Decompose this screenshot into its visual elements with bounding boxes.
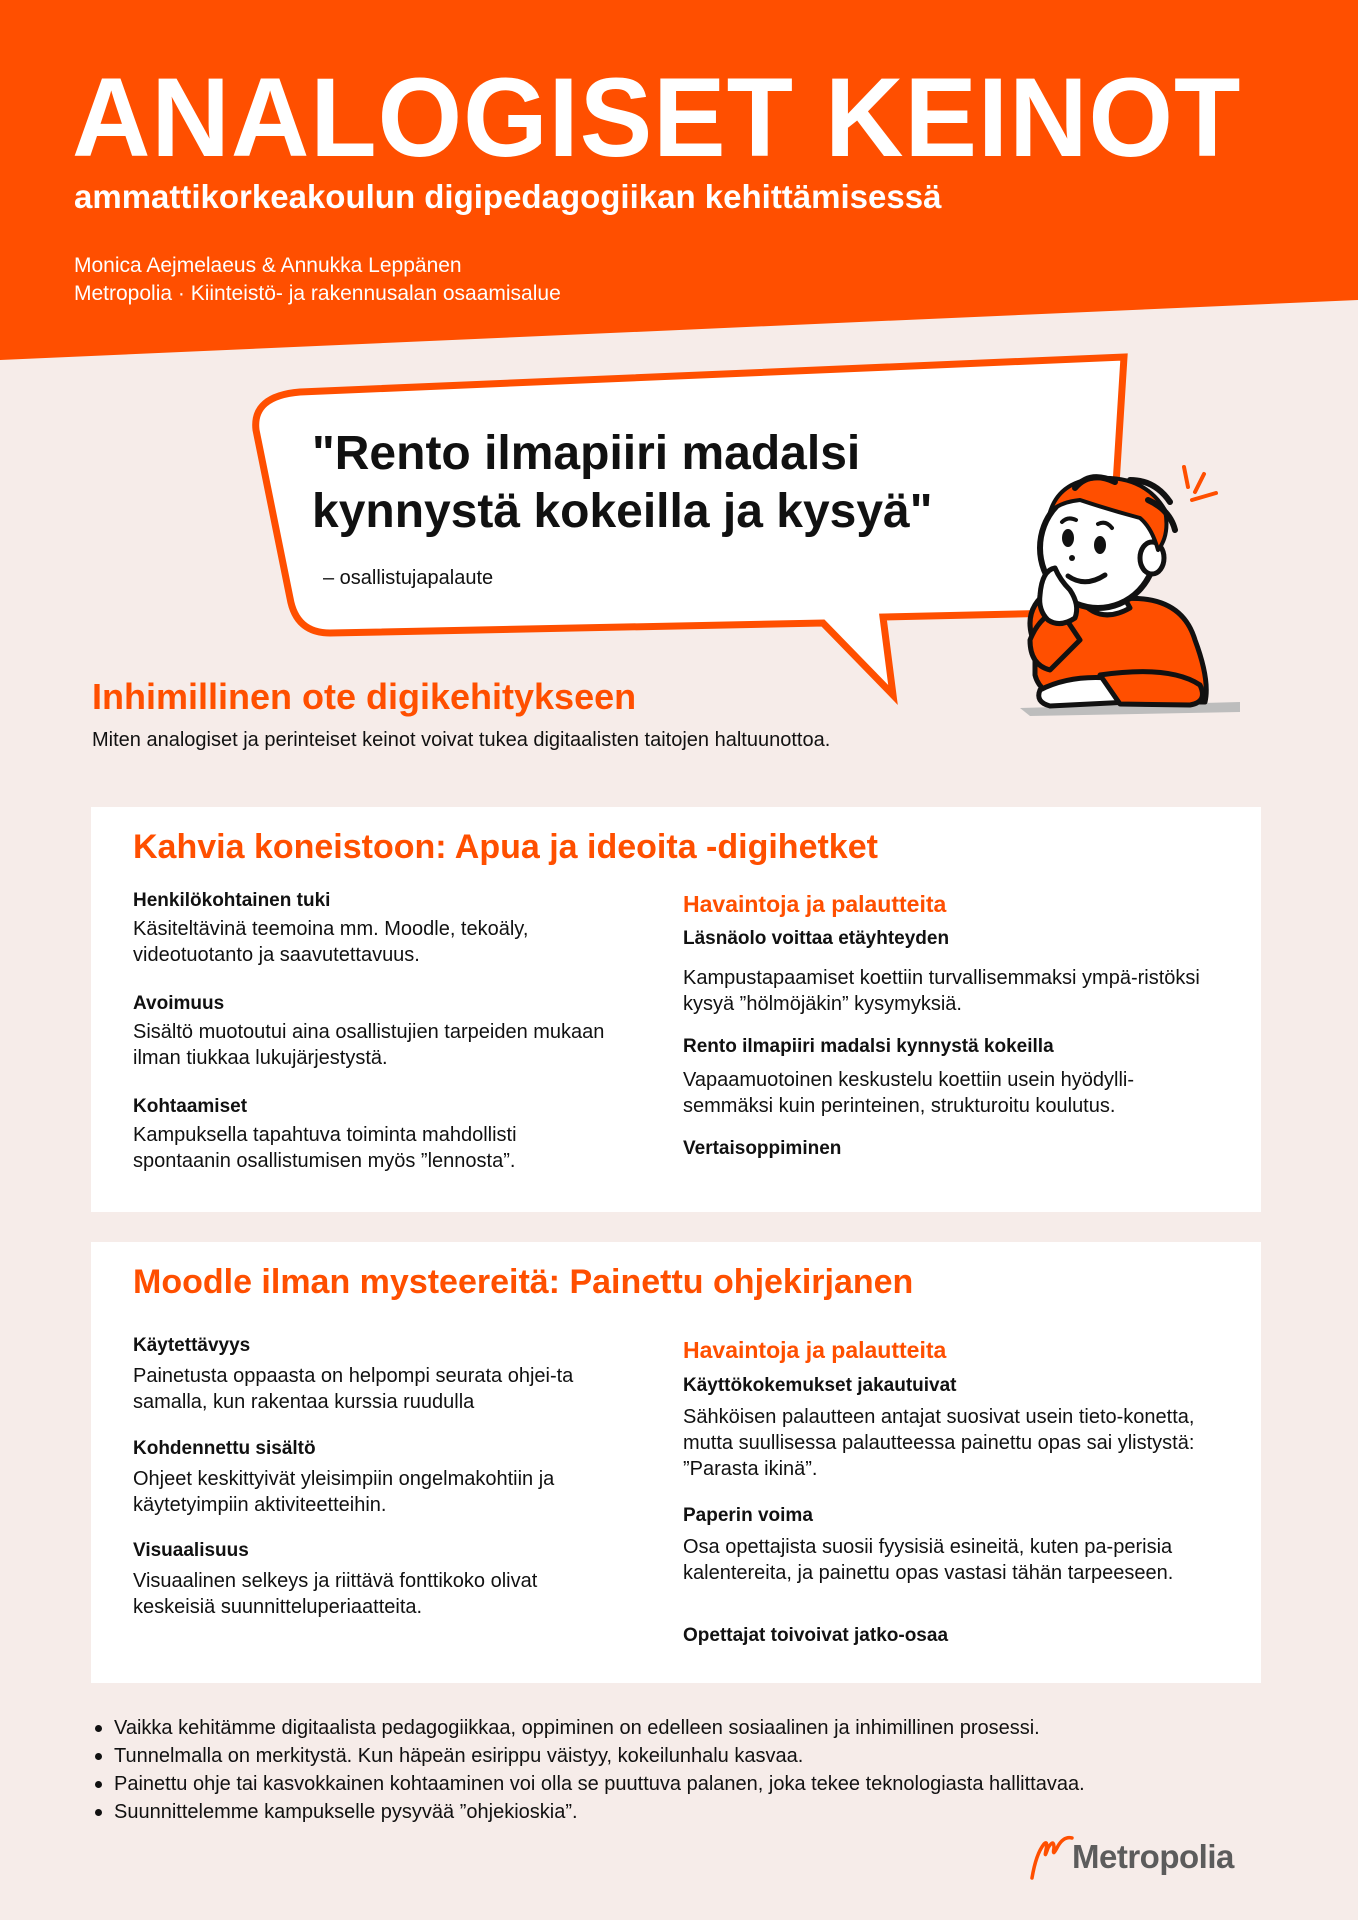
observations-heading: Havaintoja ja palautteita	[683, 1337, 947, 1363]
list-item	[92, 1798, 1085, 1826]
list-item	[92, 1770, 1085, 1798]
item-heading: Opettajat toivoivat jatko-osaa	[683, 1625, 949, 1646]
item-text: Kampuksella tapahtuva toiminta mahdollisti spontaanin osallistumisen myös ”lennosta”.	[133, 1124, 517, 1172]
page-subtitle: ammattikorkeakoulun digipedagogiikan kehittämisessä	[74, 178, 942, 215]
item-text: Sisältö muotoutui aina osallistujien tarpeiden mukaan ilman tiukkaa lukujärjestystä.	[133, 1021, 605, 1069]
list-item	[92, 1714, 1085, 1742]
bullet-icon	[95, 1725, 102, 1732]
item-heading: Henkilökohtainen tuki	[133, 890, 331, 911]
page-title: ANALOGISET KEINOT	[72, 55, 1242, 180]
item-heading: Avoimuus	[133, 993, 225, 1014]
quote-text	[312, 425, 932, 541]
item-text: Visuaalinen selkeys ja riittävä fonttikoko olivat keskeisiä suunnitteluperiaatteita.	[133, 1570, 538, 1618]
intro-text: Miten analogiset ja perinteiset keinot voivat tukea digitaalisten taitojen haltuunottoa.	[92, 729, 831, 751]
metropolia-m-icon	[1028, 1834, 1074, 1880]
item-text: Vapaamuotoinen keskustelu koettiin usein hyödylli-semmäksi kuin perinteinen, strukturoitu koulutus.	[683, 1069, 1135, 1117]
item-text: Käsiteltävinä teemoina mm. Moodle, tekoäly, videotuotanto ja saavutettavuus.	[133, 918, 529, 966]
quote-line-2: kynnystä kokeilla ja kysyä"	[312, 485, 933, 538]
item-heading: Rento ilmapiiri madalsi kynnystä kokeilla	[683, 1036, 1054, 1057]
bullet-icon	[95, 1809, 102, 1816]
card-title: Kahvia koneistoon: Apua ja ideoita -digihetket	[133, 828, 878, 866]
bullet-icon	[95, 1781, 102, 1788]
logo-text: Metropolia	[1072, 1838, 1234, 1875]
item-heading: Käytettävyys	[133, 1335, 251, 1356]
item-text: Ohjeet keskittyivät yleisimpiin ongelmakohtiin ja käytetyimpiin aktiviteetteihin.	[133, 1468, 555, 1516]
item-heading: Käyttökokemukset jakautuivat	[683, 1375, 957, 1396]
item-text: Osa opettajista suosii fyysisiä esineitä, kuten pa-perisia kalentereita, ja painettu opas vastasi tähän tarpeeseen.	[683, 1536, 1174, 1584]
item-heading: Visuaalisuus	[133, 1540, 249, 1561]
metropolia-logo	[1028, 1834, 1258, 1880]
observations-heading: Havaintoja ja palautteita	[683, 891, 947, 917]
authors: Monica Aejmelaeus & Annukka Leppänen	[74, 254, 462, 277]
list-item-text: Vaikka kehitämme digitaalista pedagogiikkaa, oppiminen on edelleen sosiaalinen ja inhimillinen prosessi.	[114, 1717, 1040, 1739]
item-heading: Paperin voima	[683, 1505, 813, 1526]
item-text: Painetusta oppaasta on helpompi seurata ohjei-ta samalla, kun rakentaa kurssia ruudulla	[133, 1365, 574, 1413]
list-item-text: Painettu ohje tai kasvokkainen kohtaaminen voi olla se puuttuva palanen, joka tekee teknologiasta hallittavaa.	[114, 1773, 1085, 1795]
thinking-character-icon	[980, 440, 1240, 720]
list-item	[92, 1742, 1085, 1770]
item-heading: Kohdennettu sisältö	[133, 1438, 316, 1459]
item-heading: Läsnäolo voittaa etäyhteyden	[683, 928, 950, 949]
item-heading: Kohtaamiset	[133, 1096, 248, 1117]
intro-heading: Inhimillinen ote digikehitykseen	[92, 676, 637, 717]
list-item-text: Suunnittelemme kampukselle pysyvää ”ohjekioskia”.	[114, 1801, 578, 1823]
item-heading: Vertaisoppiminen	[683, 1138, 842, 1159]
summary-list	[92, 1714, 1085, 1826]
item-text: Sähköisen palautteen antajat suosivat usein tieto-konetta, mutta suullisessa palautteessa painettu opas sai ylistystä: ”Parasta ikinä”.	[683, 1406, 1195, 1480]
affiliation: Metropolia · Kiinteistö- ja rakennusalan osaamisalue	[74, 282, 561, 305]
card-ohjekirjanen	[91, 1242, 1261, 1683]
list-item-text: Tunnelmalla on merkitystä. Kun häpeän esirippu väistyy, kokeilunhalu kasvaa.	[114, 1745, 804, 1767]
bullet-icon	[95, 1753, 102, 1760]
card-title: Moodle ilman mysteereitä: Painettu ohjekirjanen	[133, 1263, 914, 1301]
quote-line-1: "Rento ilmapiiri madalsi	[312, 427, 861, 480]
card-digihetket	[91, 807, 1261, 1212]
quote-source: – osallistujapalaute	[323, 567, 494, 589]
item-text: Kampustapaamiset koettiin turvallisemmaksi ympä-ristöksi kysyä ”hölmöjäkin” kysymyksiä.	[683, 967, 1200, 1015]
